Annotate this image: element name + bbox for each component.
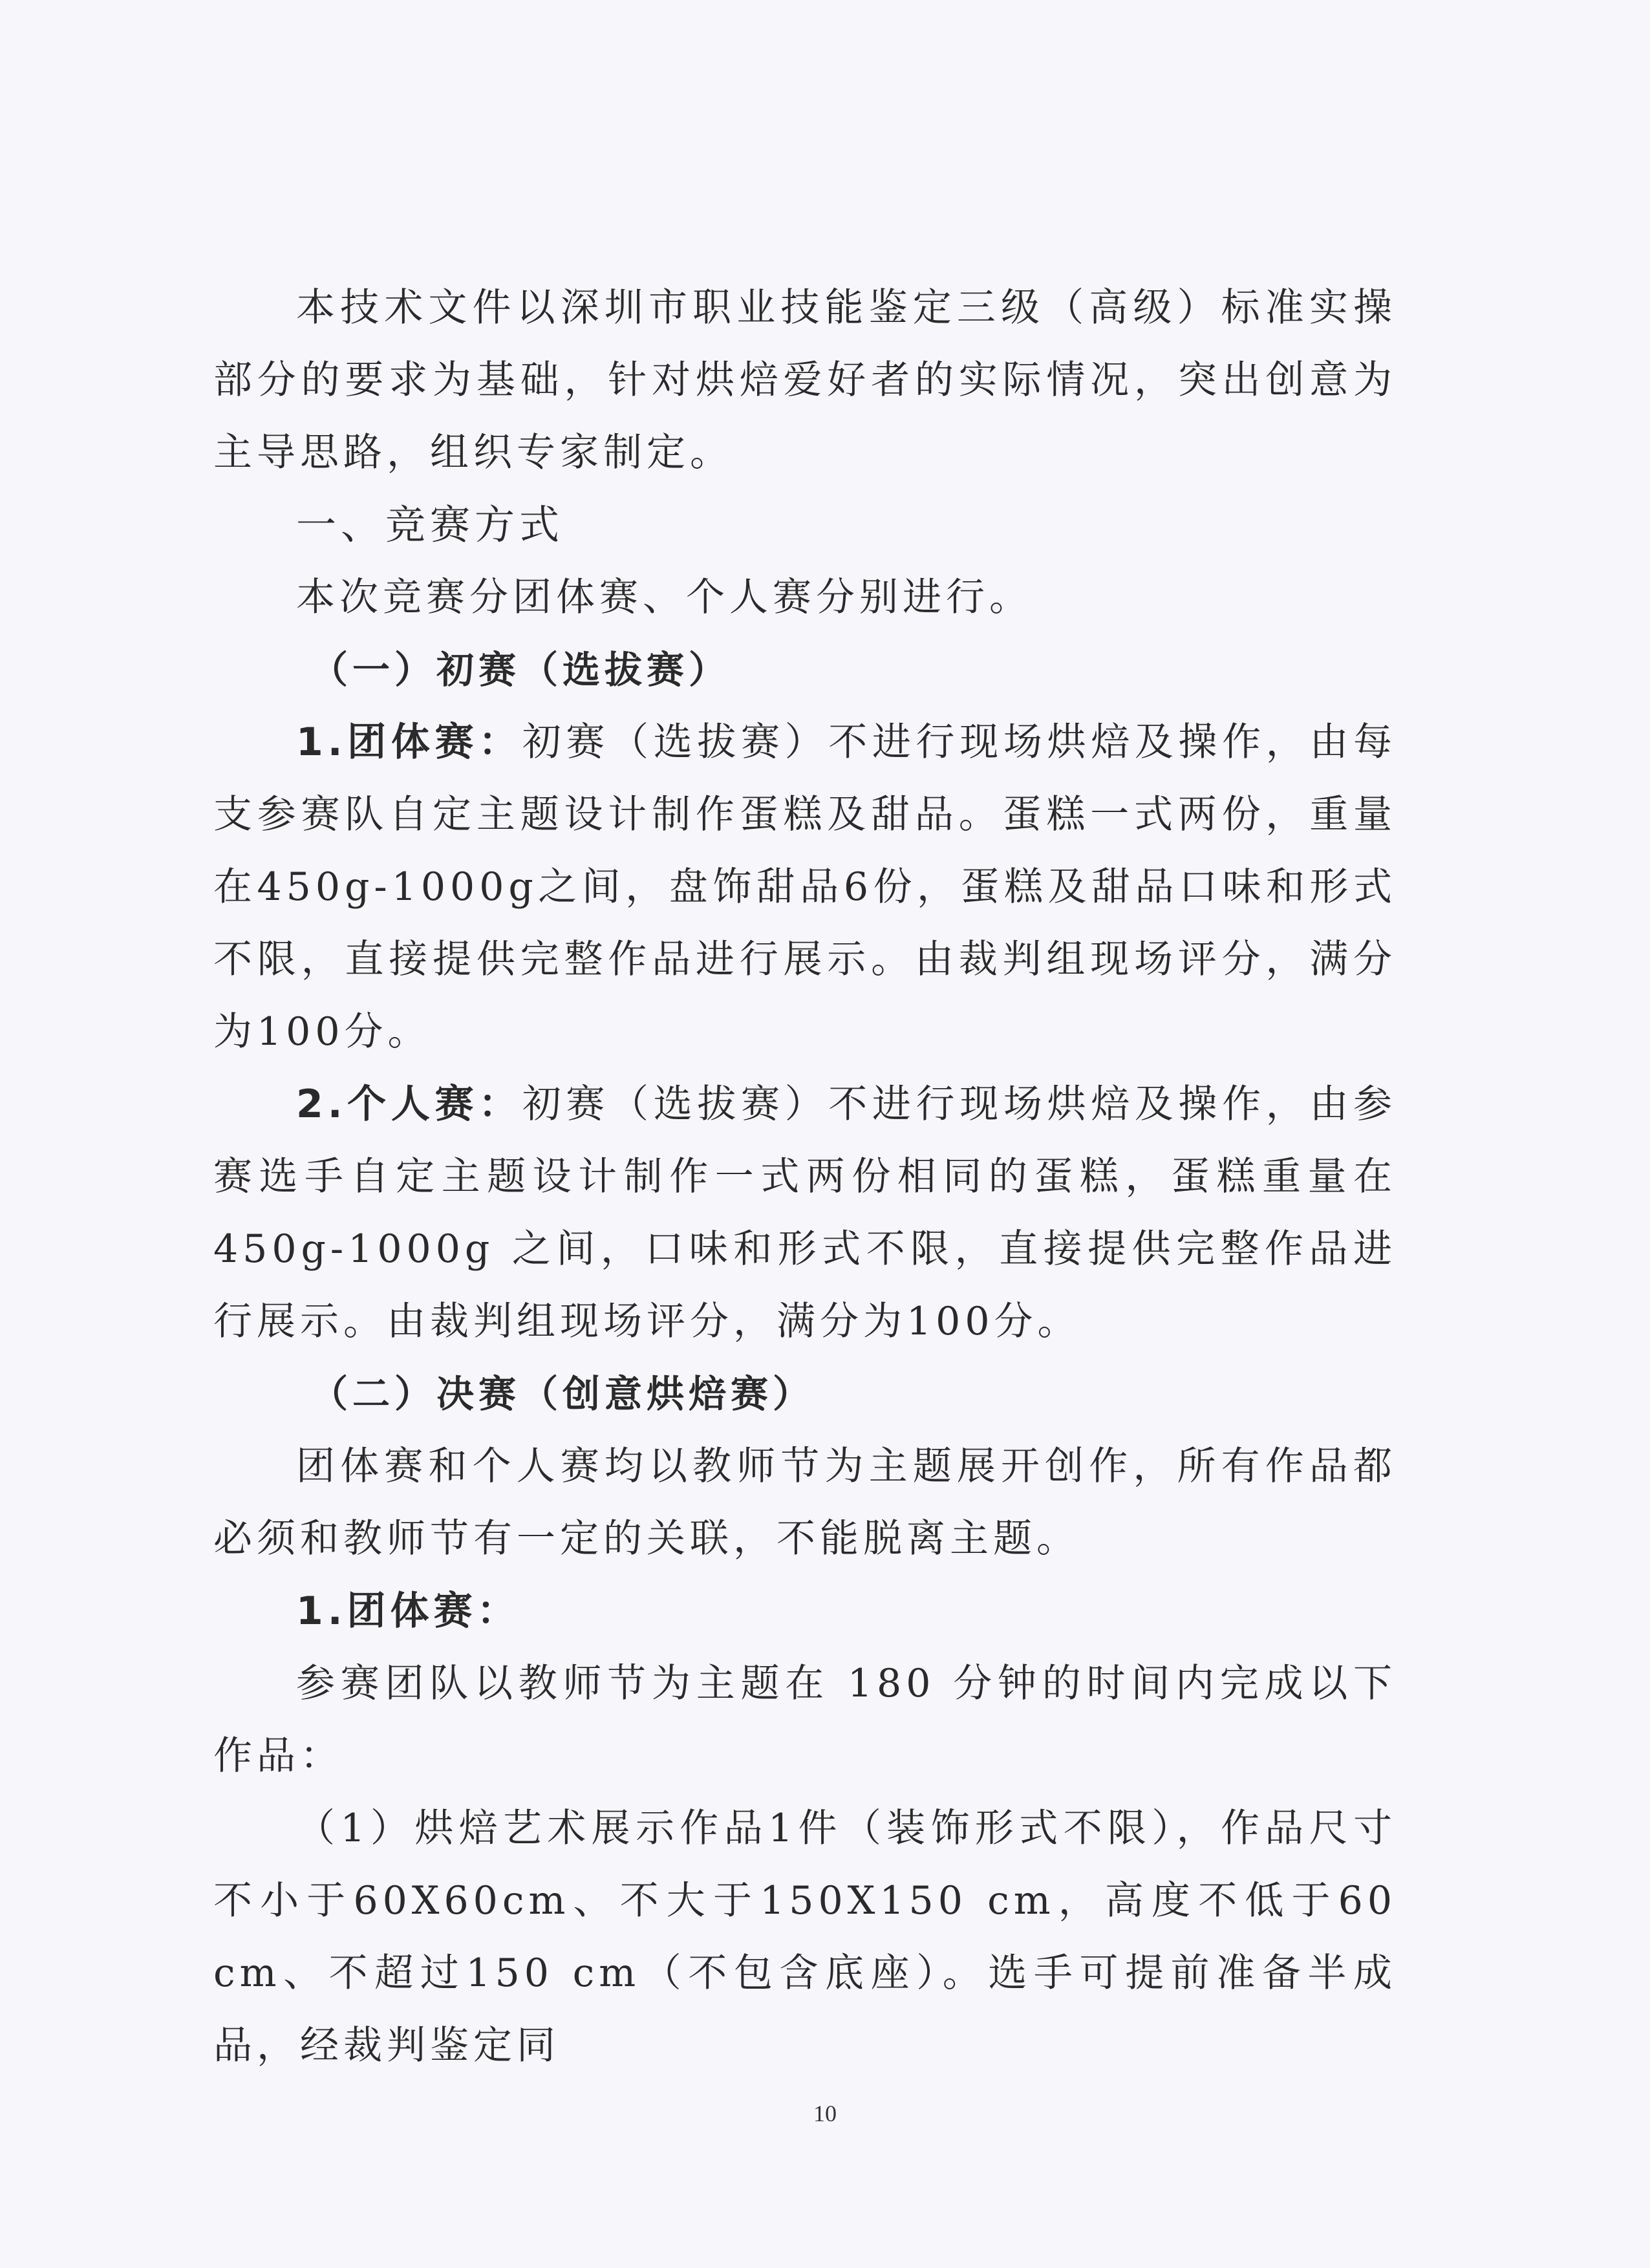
page-number: 10 <box>813 2101 837 2126</box>
paragraph-label: 1.团体赛： <box>296 720 522 765</box>
paragraph-label: 1.团体赛： <box>296 1589 520 1634</box>
subsection-heading: （一）初赛（选拔赛） <box>310 648 731 692</box>
section-heading: 一、竞赛方式 <box>296 501 564 548</box>
body-paragraph: 本技术文件以深圳市职业技能鉴定三级（高级）标准实操部分的要求为基础，针对烘焙爱好者的实际情况，突出创意为主导思路，组织专家制定。 <box>213 285 1397 475</box>
document-body <box>213 272 1397 2082</box>
body-paragraph: 本次竞赛分团体赛、个人赛分别进行。 <box>296 575 1033 620</box>
labeled-paragraph <box>213 1068 1397 1358</box>
labeled-paragraph <box>213 1575 1397 1647</box>
paragraph-text: 初赛（选拔赛）不进行现场烘焙及操作，由每支参赛队自定主题设计制作蛋糕及甜品。蛋糕一式两份，重量在450g-1000g之间，盘饰甜品6份，蛋糕及甜品口味和形式不限，直接提供完整作品进行展示。由裁判组现场评分，满分为100分。 <box>213 720 1397 1054</box>
subsection-heading: （二）决赛（创意烘焙赛） <box>310 1372 815 1416</box>
body-paragraph: 团体赛和个人赛均以教师节为主题展开创作，所有作品都必须和教师节有一定的关联，不能脱离主题。 <box>213 1444 1397 1561</box>
body-paragraph: （1）烘焙艺术展示作品1件（装饰形式不限），作品尺寸不小于60X60cm、不大于150X150 cm，高度不低于60 cm、不超过150 cm（不包含底座）。选手可提前准备半成品，经裁判鉴定同 <box>213 1806 1397 2068</box>
labeled-paragraph <box>213 706 1397 1068</box>
paragraph-text: 初赛（选拔赛）不进行现场烘焙及操作，由参赛选手自定主题设计制作一式两份相同的蛋糕，蛋糕重量在450g-1000g 之间，口味和形式不限，直接提供完整作品进行展示。由裁判组现场评分，满分为100分。 <box>213 1082 1397 1344</box>
body-paragraph: 参赛团队以教师节为主题在 180 分钟的时间内完成以下作品： <box>213 1661 1397 1779</box>
paragraph-label: 2.个人赛： <box>296 1082 522 1127</box>
